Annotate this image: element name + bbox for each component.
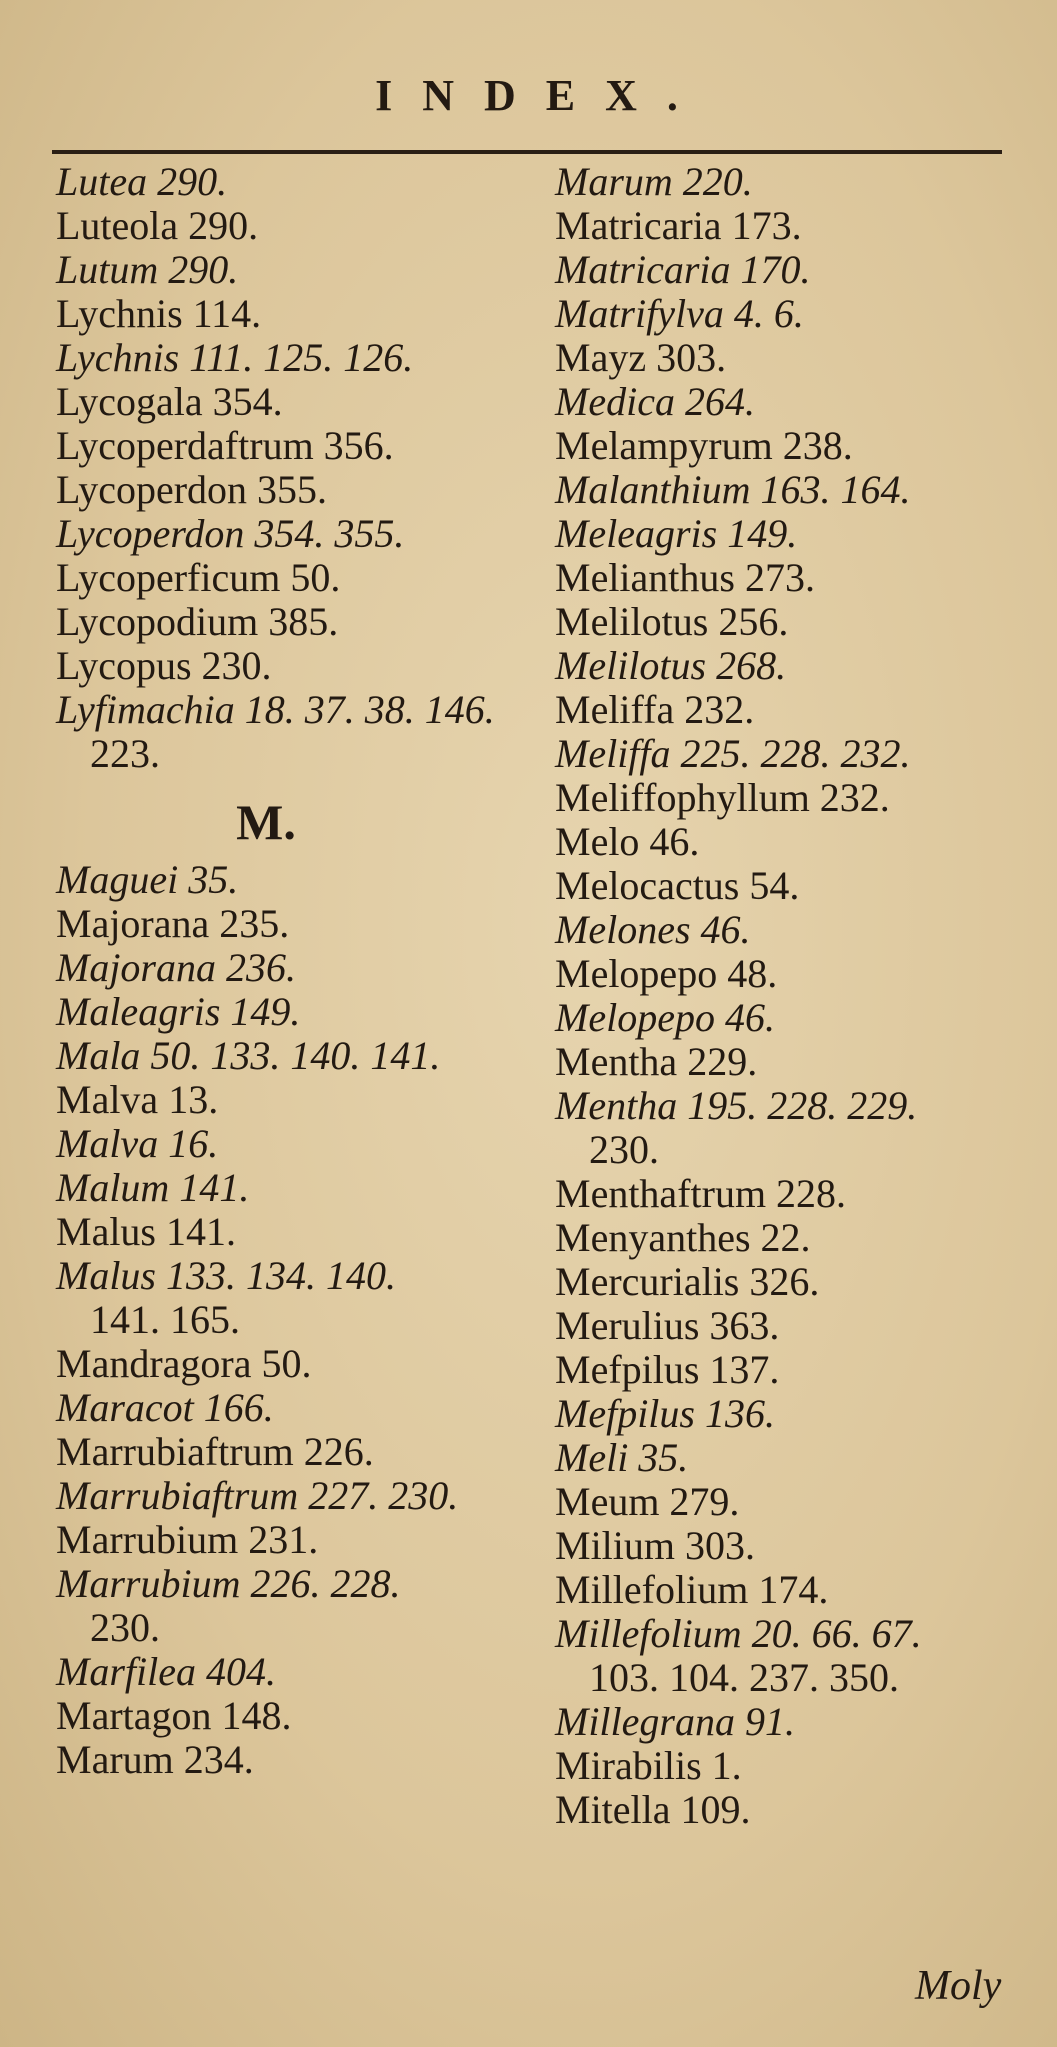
index-entry: Meliffa 232. [555,687,755,732]
left-entries-m [56,858,536,1782]
index-entry: Melianthus 273. [555,555,815,600]
index-entry: Lycogala 354. [56,379,283,424]
index-entry: Melopepo 46. [555,995,775,1040]
index-entry: Marrubiaftrum 227. 230. [56,1473,459,1518]
index-entry: Mentha 229. [555,1039,758,1084]
index-entry: Lycoperficum 50. [56,555,341,600]
index-entry: Medica 264. [555,379,755,424]
index-entry: Melopepo 48. [555,951,778,996]
index-entry: Marrubiaftrum 226. [56,1429,374,1474]
index-entry: Mefpilus 136. [555,1391,775,1436]
index-entry: Mirabilis 1. [555,1743,742,1788]
index-entry: Lycoperdon 355. [56,467,328,512]
left-entries [56,160,536,776]
section-letter: M. [236,794,296,850]
index-entry: Milium 303. [555,1523,756,1568]
index-entry: Martagon 148. [56,1693,292,1738]
index-entry: Matrifylva 4. 6. [555,291,804,336]
index-entry: Mitella 109. [555,1787,751,1832]
index-entry: Mentha 195. 228. 229. [555,1083,918,1128]
header-rule [52,150,1002,154]
index-entry: Lycoperdon 354. 355. [56,511,405,556]
right-entries [555,160,1035,1832]
index-entry: Millefolium 20. 66. 67. [555,1611,922,1656]
entry-continuation: 230. [90,1605,160,1650]
index-entry: Meliffa 225. 228. 232. [555,731,911,776]
index-entry: Meum 279. [555,1479,740,1524]
index-entry: Mefpilus 137. [555,1347,780,1392]
index-entry: Mandragora 50. [56,1341,312,1386]
index-entry: Malva 16. [56,1121,219,1166]
page-title: INDEX. [375,71,708,120]
index-entry: Matricaria 170. [555,247,811,292]
index-entry: Maracot 166. [56,1385,274,1430]
index-entry: Majorana 236. [56,945,296,990]
entry-continuation: 223. [90,731,160,776]
index-entry: Malanthium 163. 164. [555,467,911,512]
index-entry: Marrubium 226. 228. [56,1561,401,1606]
index-entry: Meleagris 149. [555,511,798,556]
entry-continuation: 141. 165. [90,1297,240,1342]
index-entry: Maguei 35. [56,857,239,902]
index-entry: Lycopus 230. [56,643,272,688]
index-entry: Marum 220. [555,159,753,204]
index-entry: Marfilea 404. [56,1649,276,1694]
index-entry: Malus 133. 134. 140. [56,1253,396,1298]
index-entry: Millefolium 174. [555,1567,829,1612]
index-entry: Menyanthes 22. [555,1215,811,1260]
index-entry: Lychnis 111. 125. 126. [56,335,414,380]
index-entry: Matricaria 173. [555,203,802,248]
index-entry: Mala 50. 133. 140. 141. [56,1033,441,1078]
index-entry: Maleagris 149. [56,989,301,1034]
index-entry: Melilotus 268. [555,643,787,688]
index-entry: Malva 13. [56,1077,219,1122]
index-entry: Mayz 303. [555,335,727,380]
index-entry: Marrubium 231. [56,1517,319,1562]
index-entry: Melilotus 256. [555,599,789,644]
entry-continuation: 230. [589,1127,659,1172]
index-entry: Merulius 363. [555,1303,780,1348]
index-entry: Malum 141. [56,1165,250,1210]
right-column [555,160,1035,1832]
index-entry: Mercurialis 326. [555,1259,820,1304]
index-entry: Menthaftrum 228. [555,1171,847,1216]
index-entry: Lycoperdaftrum 356. [56,423,394,468]
index-entry: Luteola 290. [56,203,259,248]
index-entry: Melo 46. [555,819,700,864]
index-entry: Lutum 290. [56,247,239,292]
index-entry: Marum 234. [56,1737,254,1782]
catchword: Moly [915,1963,1002,2009]
index-entry: Lychnis 114. [56,291,262,336]
index-entry: Malus 141. [56,1209,236,1254]
index-entry: Melones 46. [555,907,751,952]
index-entry: Meliffophyllum 232. [555,775,890,820]
entry-continuation: 103. 104. 237. 350. [589,1655,899,1700]
index-entry: Melocactus 54. [555,863,800,908]
index-entry: Millegrana 91. [555,1699,795,1744]
index-entry: Meli 35. [555,1435,689,1480]
index-entry: Majorana 235. [56,901,290,946]
index-entry: Lycopodium 385. [56,599,339,644]
index-entry: Melampyrum 238. [555,423,853,468]
index-entry: Lyfimachia 18. 37. 38. 146. [56,687,495,732]
left-column [56,160,536,1782]
index-entry: Lutea 290. [56,159,228,204]
